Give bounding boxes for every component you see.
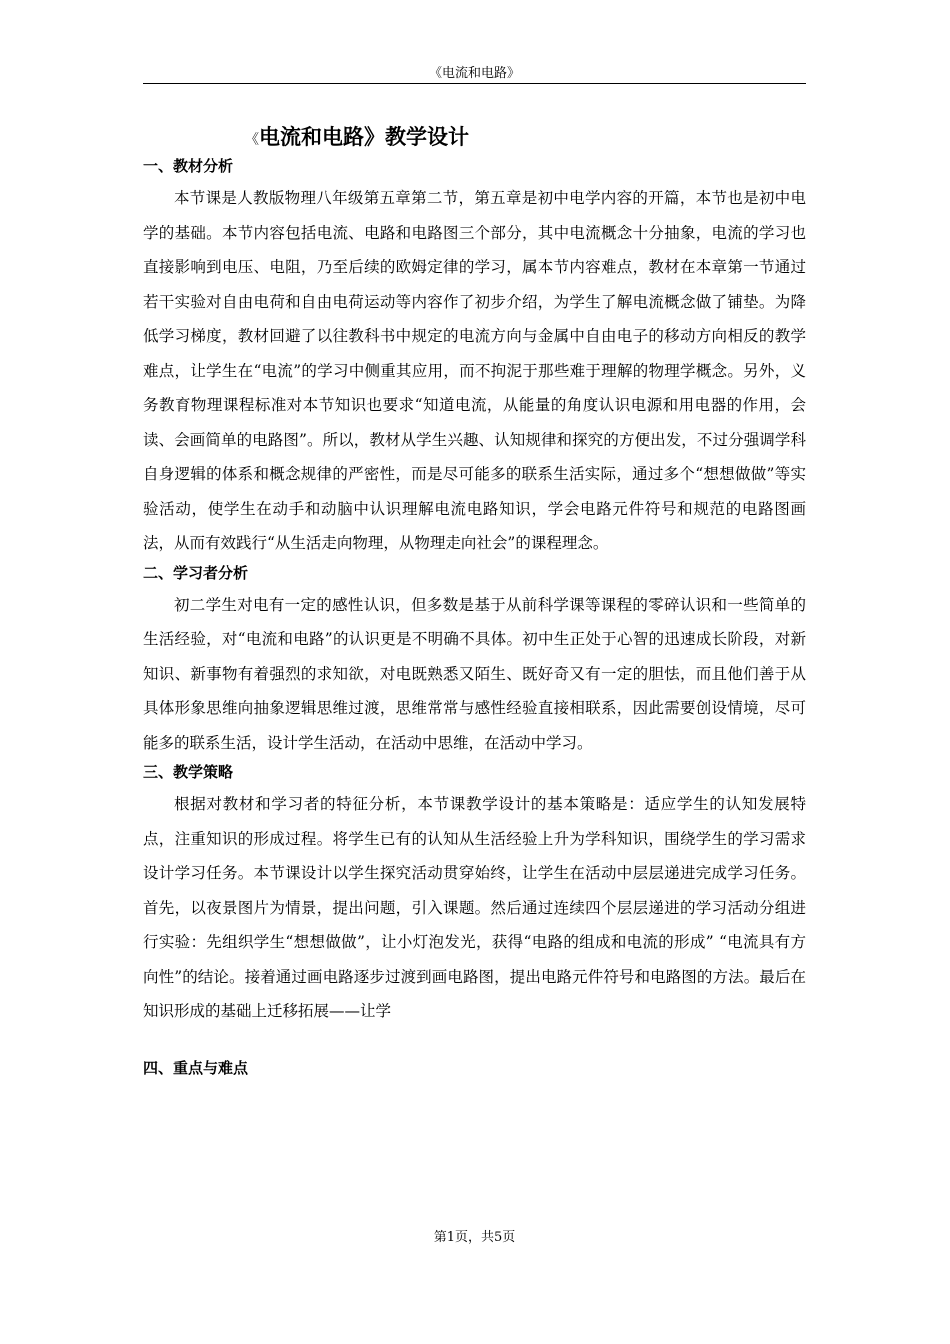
title-open-mark: 《	[245, 132, 259, 148]
section-body-textbook-analysis: 本节课是人教版物理八年级第五章第二节，第五章是初中电学内容的开篇，本节也是初中电学的基础。本节内容包括电流、电路和电路图三个部分，其中电流概念十分抽象，电流的学习也直接影响到电压、电阻，乃至后续的欧姆定律的学习，属本节内容难点，教材在本章第一节通过若干实验对自由电荷和自由电荷运动等内容作了初步介绍，为学生了解电流概念做了铺垫。为降低学习梯度，教材回避了以往教科书中规定的电流方向与金属中自由电子的移动方向相反的教学难点，让学生在“电流”的学习中侧重其应用，而不拘泥于那些难于理解的物理学概念。另外，义务教育物理课程标准对本节知识也要求“知道电流，从能量的角度认识电源和用电器的作用，会读、会画简单的电路图”。所以，教材从学生兴趣、认知规律和探究的方便出发，不过分强调学科自身逻辑的体系和概念规律的严密性，而是尽可能多的联系生活实际，通过多个“想想做做”等实验活动，使学生在动手和动脑中认识理解电流电路知识，学会电路元件符号和规范的电路图画法，从而有效践行“从生活走向物理，从物理走向社会”的课程理念。	[143, 189, 806, 552]
document-title	[143, 122, 806, 155]
page-number-footer: 第1页，共5页	[433, 1230, 516, 1245]
section-heading-learner-analysis: 二、学习者分析	[143, 563, 249, 582]
section-heading-teaching-strategy: 三、教学策略	[143, 763, 234, 781]
document-body	[143, 122, 806, 1079]
title-text: 电流和电路》教学设计	[259, 124, 469, 149]
header-rule	[143, 83, 806, 84]
section-body-learner-analysis: 初二学生对电有一定的感性认识，但多数是基于从前科学课等课程的零碎认识和一些简单的生活经验，对“电流和电路”的认识更是不明确不具体。初中生正处于心智的迅速成长阶段，对新知识、新事物有着强烈的求知欲，对电既熟悉又陌生、既好奇又有一定的胆怯，而且他们善于从具体形象思维向抽象逻辑思维过渡，思维常常与感性经验直接相联系，因此需要创设情境，尽可能多的联系生活，设计学生活动，在活动中思维，在活动中学习。	[143, 595, 806, 752]
running-header: 《电流和电路》	[428, 66, 520, 81]
section-body-teaching-strategy: 根据对教材和学习者的特征分析，本节课教学设计的基本策略是：适应学生的认知发展特点，注重知识的形成过程。将学生已有的认知从生活经验上升为学科知识，围绕学生的学习需求设计学习任务。本节课设计以学生探究活动贯穿始终，让学生在活动中层层递进完成学习任务。首先，以夜景图片为情景，提出问题，引入课题。然后通过连续四个层层递进的学习活动分组进行实验：先组织学生“想想做做”，让小灯泡发光，获得“电路的组成和电流的形成” “电流具有方向性”的结论。接着通过画电路逐步过渡到画电路图，提出电路元件符号和电路图的方法。最后在知识形成的基础上迁移拓展——让学	[143, 795, 806, 1020]
section-heading-textbook-analysis: 一、教材分析	[143, 157, 234, 175]
section-heading-key-points: 四、重点与难点	[143, 1058, 249, 1077]
